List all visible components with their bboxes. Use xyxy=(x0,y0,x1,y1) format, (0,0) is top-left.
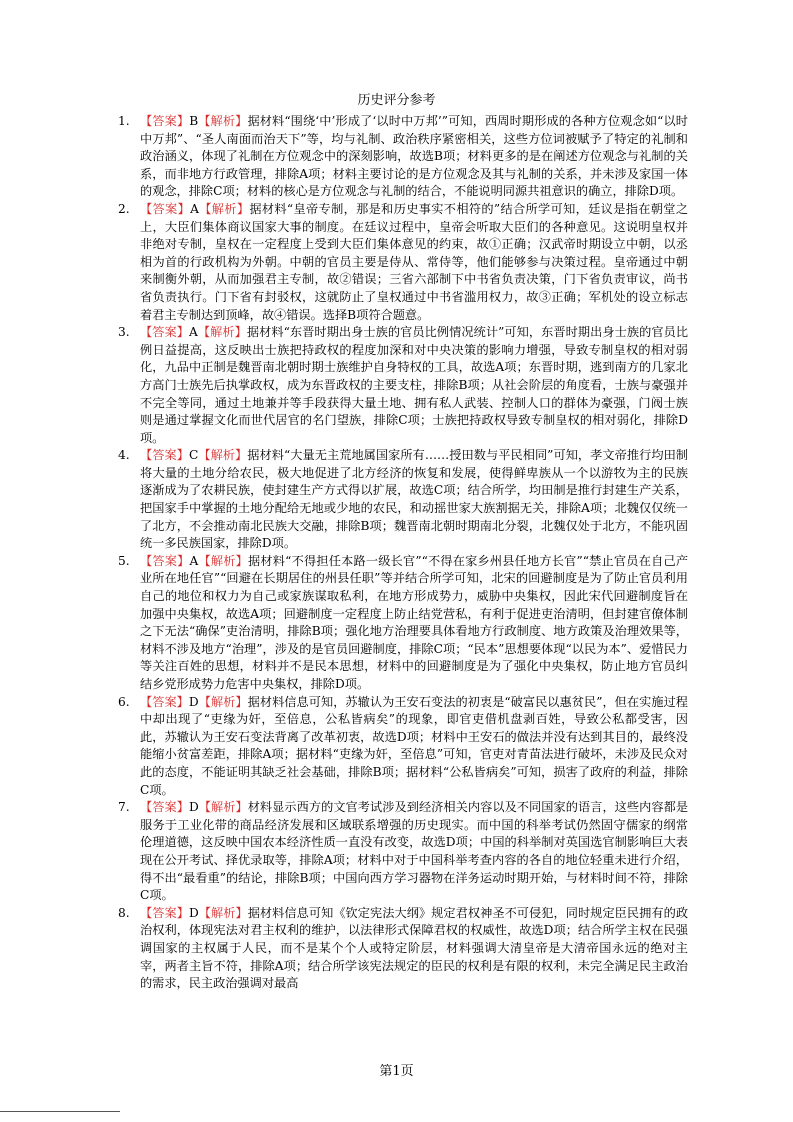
answer-tag: 【答案】 xyxy=(140,553,190,568)
question-number: 1. xyxy=(118,114,130,128)
question-item xyxy=(118,905,688,993)
analysis-tag: 【解析】 xyxy=(198,905,248,920)
answer-tag: 【答案】 xyxy=(140,800,189,815)
question-list xyxy=(118,113,688,993)
analysis-tag: 【解析】 xyxy=(198,553,249,568)
analysis-text: 据材料“围绕‘中’形成了‘以时中万邦’”可知，西周时期形成的各种方位观念如“以时中万邦”、“圣人南面而治天下”等，均与礼制、政治秩序紧密相关，这些方位词被赋予了特定的礼制和政治涵义，体现了礼制在方位观念中的深刻影响，故选B项；材料更多的是在阐述方位观念与礼制的关系，而非地方行政管理，排除A项；材料主要讨论的是方位观念及其与礼制的关系，并未涉及家国一体的观念，排除C项；材料的核心是方位观念与礼制的结合，不能说明同源共祖意识的确立，排除D项。 xyxy=(140,114,688,199)
answer-tag: 【答案】 xyxy=(140,325,189,340)
analysis-tag: 【解析】 xyxy=(198,201,250,216)
answer-letter: D xyxy=(188,905,199,920)
question-item xyxy=(118,694,688,800)
analysis-tag: 【解析】 xyxy=(198,448,248,463)
question-item xyxy=(118,324,688,447)
page-number: 第1页 xyxy=(379,1064,414,1079)
answer-tag: 【答案】 xyxy=(140,905,189,920)
answer-letter: C xyxy=(188,448,199,463)
question-item xyxy=(118,799,688,905)
answer-letter: D xyxy=(188,800,199,815)
answer-letter: A xyxy=(190,201,199,216)
answer-letter: A xyxy=(189,325,198,340)
analysis-tag: 【解析】 xyxy=(198,800,248,815)
analysis-text: 据材料“东晋时期出身士族的官员比例情况统计”可知，东晋时期出身士族的官员比例日益提高，这反映出士族把持政权的程度加深和对中央决策的影响力增强，导致专制皇权的相对弱化，九品中正制是魏晋南北朝时期士族维护自身特权的工具，故选A项；东晋时期，逃到南方的几家北方高门士族先后执掌政权，成为东晋政权的主要支柱，排除B项；从社会阶层的角度看，士族与豪强并不完全等同，通过土地兼并等手段获得大量土地、拥有私人武装、控制人口的群体为豪强，门阀士族则是通过掌握文化而世代居官的名门望族，排除C项；士族把持政权导致专制皇权的相对弱化，排除D项。 xyxy=(140,325,689,445)
question-number: 6. xyxy=(118,694,130,709)
answer-letter: A xyxy=(189,553,199,568)
answer-tag: 【答案】 xyxy=(140,114,190,128)
question-number: 3. xyxy=(118,325,130,340)
question-number: 2. xyxy=(118,201,130,216)
page-title: 历史评分参考 xyxy=(357,93,436,108)
analysis-text: 据材料“不得担任本路一级长官”“不得在家乡州县任地方长官”“禁止官员在自己产业所在地任官”“回避在长期居住的州县任职”等并结合所学可知，北宋的回避制度是为了防止官员利用自己的地位和权力为自己或家族谋取私利，在地方形成势力，威胁中央集权，因此宋代回避制度旨在加强中央集权，故选A项；回避制度一定程度上防止结党营私，有利于促进吏治清明，但封建官僚体制之下无法“确保”吏治清明，排除B项；强化地方治理要具体看地方行政制度、地方政策及治理效果等，材料不涉及地方“治理”，涉及的是官员回避制度，排除C项；“民本”思想要体现“以民为本”、爱惜民力等关注百姓的思想，材料并不是民本思想，材料中的回避制度是为了强化中央集权，防止地方官员纠结乡党形成势力危害中央集权，排除D项。 xyxy=(140,553,689,691)
analysis-text: 据材料信息可知，苏辙认为王安石变法的初衷是“破富民以惠贫民”，但在实施过程中却出现了“吏缘为奸，至倍息，公私皆病矣”的现象，即官吏借机盘剥百姓，导致公私都受害，因此，苏辙认为王安石变法背离了改革初衷，故选D项；材料中王安石的做法并没有达到其目的，最终没能缩小贫富差距，排除A项；据材料“吏缘为奸，至倍息”可知，官吏对青苗法进行破坏，未涉及民众对此的态度，不能证明其缺乏社会基础，排除B项；据材料“公私皆病矣”可知，损害了政府的利益，排除C项。 xyxy=(140,694,688,797)
question-item xyxy=(118,553,688,694)
answer-tag: 【答案】 xyxy=(140,448,189,463)
answer-letter: B xyxy=(189,114,199,128)
answer-letter: D xyxy=(188,694,199,709)
answer-tag: 【答案】 xyxy=(140,201,191,216)
question-number: 7. xyxy=(118,800,130,815)
question-item xyxy=(118,447,688,553)
footnote-rule xyxy=(0,1111,120,1112)
answer-tag: 【答案】 xyxy=(140,694,189,709)
analysis-text: 材料显示西方的文官考试涉及到经济相关内容以及不同国家的语言，这些内容都是服务于工业化带的商品经济发展和区域联系增强的历史现实。而中国的科举考试仍然固守儒家的纲常伦理道德，这反映中国农本经济性质一直没有改变，故选D项；中国的科举制对英国选官制影响巨大表现在公开考试、择优录取等，排除A项；材料中对于中国科举考查内容的各自的地位轻重未进行介绍，得不出“最看重”的结论，排除B项；中国向西方学习器物在洋务运动时期开始，与材料时间不符，排除C项。 xyxy=(140,800,689,903)
question-item xyxy=(118,201,688,324)
question-number: 8. xyxy=(118,905,130,920)
analysis-tag: 【解析】 xyxy=(197,325,247,340)
analysis-text: 据材料“皇帝专制，那是和历史事实不相符的”结合所学可知，廷议是指在朝堂之上，大臣们集体商议国家大事的制度。在廷议过程中，皇帝会听取大臣们的各种意见。这说明皇权并非绝对专制，皇权在一定程度上受到大臣们集体意见的约束，故①正确；汉武帝时期设立中朝，以丞相为首的行政机构为外朝。中朝的官员主要是侍从、常侍等，他们能够参与决策过程。皇帝通过中朝来制衡外朝，从而加强君主专制，故②错误；三省六部制下中书省负责决策，门下省负责审议，尚书省负责执行。门下省有封驳权，这就防止了皇权通过中书省滥用权力，故③正确；军机处的设立标志着君主专制达到顶峰，故④错误。选择B项符合题意。 xyxy=(140,201,689,322)
analysis-text: 据材料“大量无主荒地属国家所有……授田数与平民相同”可知，孝文帝推行均田制将大量的土地分给农民，极大地促进了北方经济的恢复和发展，使得鲜卑族从一个以游牧为主的民族逐渐成为了农耕民族，使封建生产方式得以扩展，故选C项；结合所学，均田制是推行封建生产关系，把国家手中掌握的土地分配给无地或少地的农民，和动摇世家大族割据无关，排除A项；北魏仅仅统一了北方，不会推动南北民族大交融，排除B项；魏晋南北朝时期南北分裂，北魏仅处于北方，不能巩固统一多民族国家，排除D项。 xyxy=(140,448,689,551)
analysis-tag: 【解析】 xyxy=(198,694,248,709)
question-item xyxy=(118,113,688,201)
question-number: 5. xyxy=(118,553,130,568)
analysis-tag: 【解析】 xyxy=(198,114,248,128)
analysis-text: 据材料信息可知《钦定宪法大纲》规定君权神圣不可侵犯，同时规定臣民拥有的政治权利，体现宪法对君主权利的维护，以法律形式保障君权的权威性，故选D项；结合所学主权在民强调国家的主权属于人民，而不是某个个人或特定阶层，材料强调大清皇帝是大清帝国永远的绝对主宰，两者主旨不符，排除A项；结合所学该宪法规定的臣民的权利是有限的权利，未完全满足民主政治的需求，民主政治强调对最高 xyxy=(140,905,689,991)
question-number: 4. xyxy=(118,448,130,463)
